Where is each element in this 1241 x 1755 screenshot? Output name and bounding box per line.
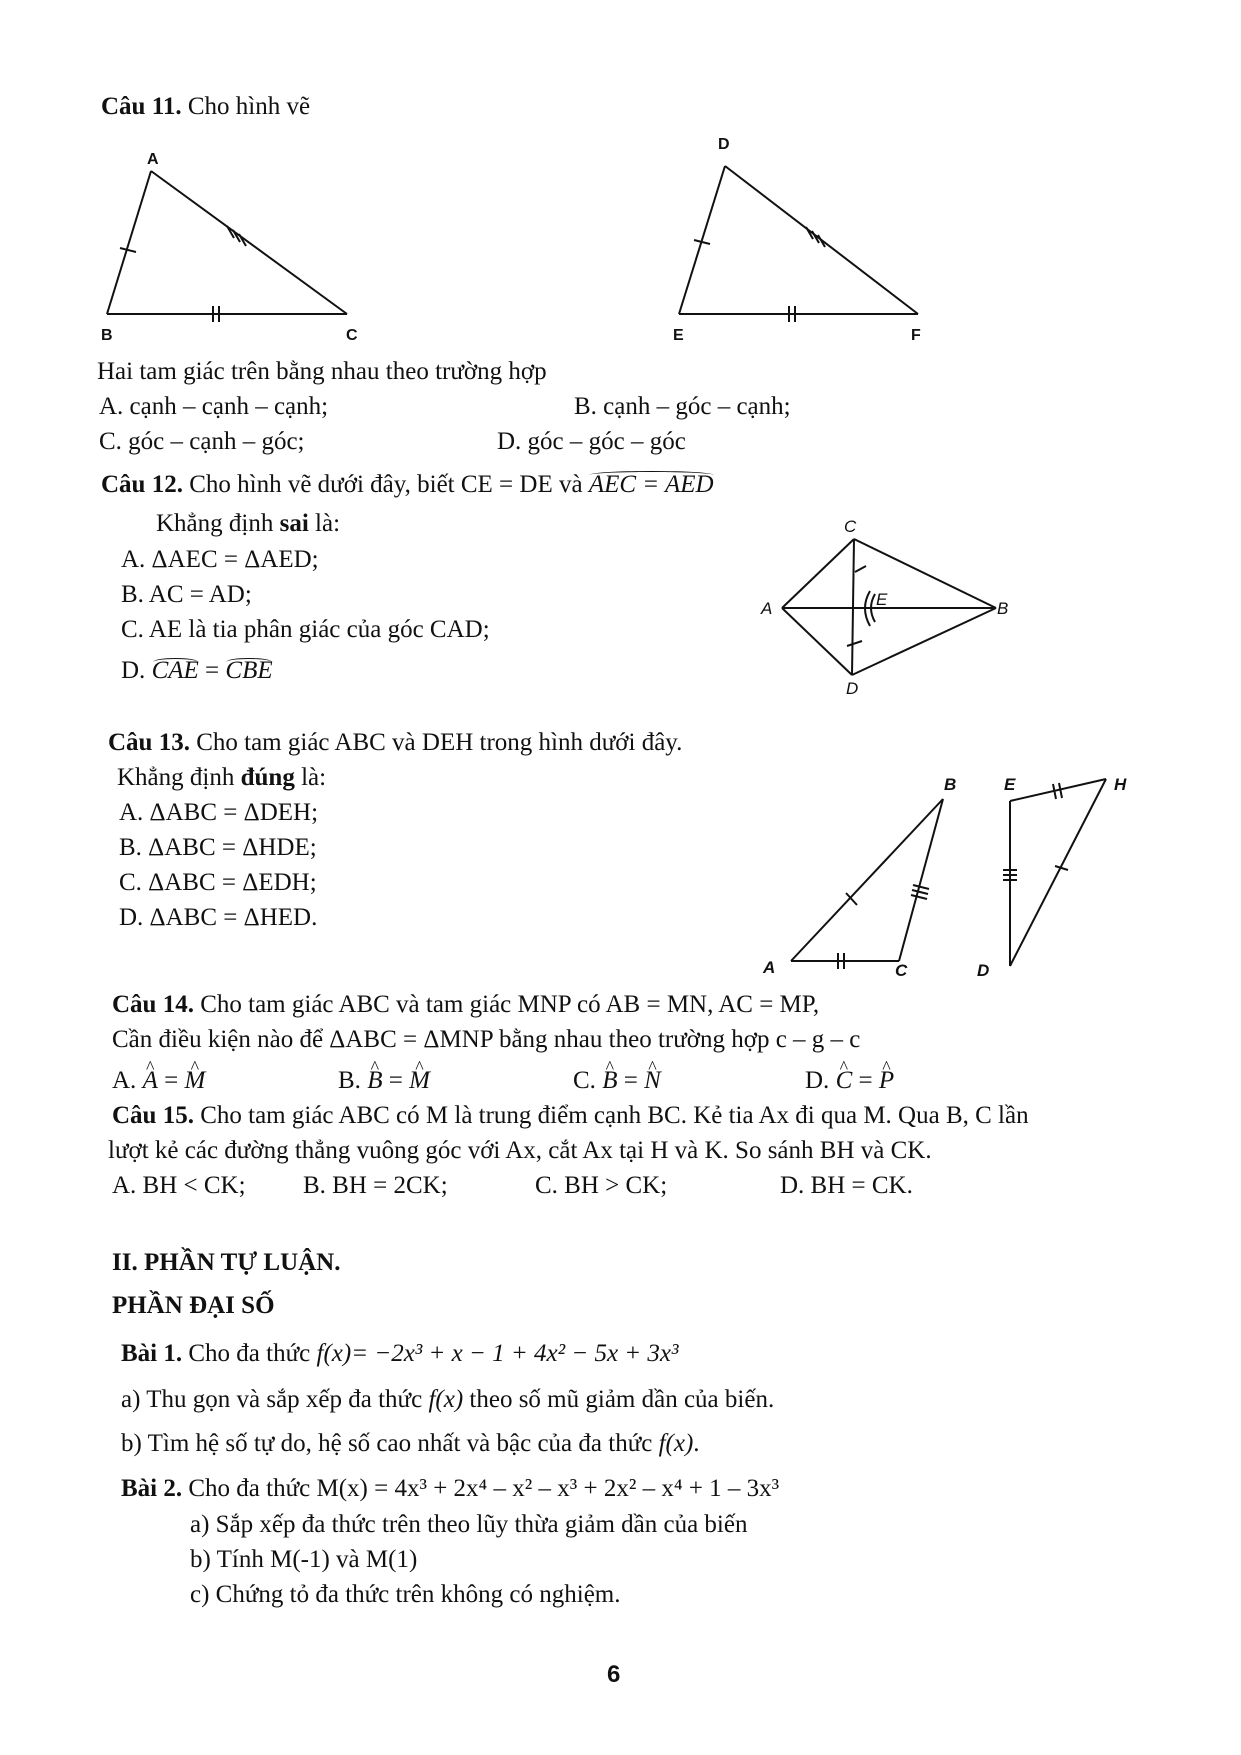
- q11-side-ac: [151, 171, 347, 314]
- q13-label-a: A: [763, 958, 776, 977]
- q14-option-a[interactable]: A. ^ A = ^ M: [112, 1066, 205, 1096]
- q13-label-c: C: [895, 961, 908, 980]
- q15-option-a[interactable]: A. BH < CK;: [112, 1172, 246, 1199]
- q15-option-c[interactable]: C. BH > CK;: [535, 1172, 668, 1199]
- bai2-title: [121, 1474, 779, 1504]
- q12-kite: [782, 539, 996, 675]
- q12-option-b[interactable]: B. AC = AD;: [121, 581, 252, 608]
- q14-line2: Cần điều kiện nào để ΔABC = ΔMNP bằng nhau theo trường hợp c – g – c: [112, 1026, 861, 1053]
- q13-option-d[interactable]: D. ΔABC = ΔHED.: [119, 904, 318, 931]
- q11-triangle-abc: [107, 171, 347, 322]
- q13-label-b: B: [944, 775, 957, 794]
- q12-option-a[interactable]: A. ΔAEC = ΔAED;: [121, 546, 319, 573]
- q14-option-b[interactable]: B. ^ B = ^ M: [338, 1066, 430, 1096]
- q11-side-de: [679, 166, 725, 314]
- q12-label-d: D: [846, 679, 859, 698]
- q13-option-c[interactable]: C. ΔABC = ΔEDH;: [119, 869, 317, 896]
- q12-angle-cae: CAE: [151, 657, 199, 684]
- bai1-part-b: b) Tìm hệ số tự do, hệ số cao nhất và bậc của đa thức f(x).: [121, 1430, 700, 1457]
- q12-title: [101, 470, 714, 500]
- q11-label-a: A: [147, 151, 159, 168]
- q11-title: [101, 92, 310, 122]
- bai2-polynomial: Cho đa thức M(x) = 4x³ + 2x⁴ – x² – x³ + 2x² – x⁴ + 1 – 3x³: [182, 1475, 780, 1502]
- q12-number: Câu 12.: [101, 471, 183, 498]
- q13-option-a[interactable]: A. ΔABC = ΔDEH;: [119, 799, 319, 826]
- q11-label-f: F: [911, 327, 921, 344]
- bai2-part-a: a) Sắp xếp đa thức trên theo lũy thừa giảm dần của biến: [190, 1511, 748, 1538]
- q13-label-h: H: [1114, 775, 1127, 794]
- q13-keyword: đúng: [240, 764, 295, 791]
- q13-title: [108, 728, 682, 758]
- q13-triangles: [791, 779, 1106, 969]
- q11-label-d: D: [718, 136, 730, 153]
- q11-label-b: B: [101, 327, 113, 344]
- bai1-part-a: a) Thu gọn và sắp xếp đa thức f(x) theo số mũ giảm dần của biến.: [121, 1386, 775, 1413]
- q14-number: Câu 14.: [112, 991, 194, 1018]
- q12-option-d[interactable]: D. CAE = CBE: [121, 657, 273, 684]
- q11-option-c[interactable]: C. góc – cạnh – góc;: [99, 428, 305, 455]
- q12-angle-condition: AEC = AED: [588, 471, 714, 498]
- q12-label-b: B: [997, 599, 1009, 618]
- q11-label-c: C: [346, 327, 358, 344]
- page-number: 6: [607, 1661, 621, 1688]
- q11-option-a[interactable]: A. cạnh – cạnh – cạnh;: [99, 393, 329, 420]
- q11-title-text: Cho hình vẽ: [181, 93, 311, 120]
- q13-option-b[interactable]: B. ΔABC = ΔHDE;: [119, 834, 317, 861]
- q13-title-text: Cho tam giác ABC và DEH trong hình dưới đây.: [189, 729, 683, 756]
- q15-title-text: Cho tam giác ABC có M là trung điểm cạnh BC. Kẻ tia Ax đi qua M. Qua B, C lần: [193, 1102, 1029, 1129]
- q13-prompt: Khẳng định đúng là:: [117, 764, 327, 791]
- q11-prompt: Hai tam giác trên bằng nhau theo trường hợp: [97, 358, 547, 385]
- q14-option-c[interactable]: C. ^ B = ^ N: [573, 1066, 661, 1096]
- part2-heading: II. PHẦN TỰ LUẬN.: [112, 1249, 341, 1276]
- q14-title: [112, 990, 819, 1020]
- q13-label-d: D: [977, 961, 990, 980]
- q14-option-d[interactable]: D. ^ C = ^ P: [805, 1066, 894, 1096]
- bai2-number: Bài 2.: [121, 1475, 183, 1502]
- q11-number: Câu 11.: [101, 93, 182, 120]
- q12-label-e: E: [876, 590, 888, 609]
- q12-label-a: A: [761, 599, 773, 618]
- q15-line2: lượt kẻ các đường thẳng vuông góc với Ax, cắt Ax tại H và K. So sánh BH và CK.: [108, 1137, 932, 1164]
- q15-title: [112, 1101, 1029, 1131]
- q12-keyword: sai: [279, 510, 309, 537]
- q12-prompt: Khẳng định sai là:: [156, 510, 341, 537]
- q11-side-ab: [107, 171, 151, 314]
- bai1-fx: f(x): [316, 1340, 352, 1367]
- q15-option-b[interactable]: B. BH = 2CK;: [303, 1172, 448, 1199]
- q12-title-text: Cho hình vẽ dưới đây, biết CE = DE và: [182, 471, 589, 498]
- q12-option-c[interactable]: C. AE là tia phân giác của góc CAD;: [121, 616, 490, 643]
- algebra-subheading: PHẦN ĐẠI SỐ: [112, 1292, 275, 1319]
- q11-option-b[interactable]: B. cạnh – góc – cạnh;: [574, 393, 791, 420]
- q11-triangle-def: [679, 166, 918, 322]
- bai2-part-b: b) Tính M(-1) và M(1): [190, 1546, 418, 1573]
- q11-option-d[interactable]: D. góc – góc – góc: [497, 428, 686, 455]
- q12-label-c: C: [844, 517, 857, 536]
- bai2-part-c: c) Chứng tỏ đa thức trên không có nghiệm.: [190, 1581, 621, 1608]
- bai1-polynomial: = −2x³ + x − 1 + 4x² − 5x + 3x³: [351, 1340, 679, 1367]
- q11-label-e: E: [673, 327, 684, 344]
- q13-label-e: E: [1004, 775, 1016, 794]
- q14-title-text: Cho tam giác ABC và tam giác MNP có AB = MN, AC = MP,: [193, 991, 820, 1018]
- q12-angle-cbe: CBE: [225, 657, 273, 684]
- bai1-title: Bài 1. Cho đa thức f(x)= −2x³ + x − 1 + 4x² − 5x + 3x³: [121, 1340, 679, 1367]
- q15-option-d[interactable]: D. BH = CK.: [780, 1172, 913, 1199]
- q15-number: Câu 15.: [112, 1102, 194, 1129]
- bai1-number: Bài 1.: [121, 1340, 183, 1367]
- q13-number: Câu 13.: [108, 729, 190, 756]
